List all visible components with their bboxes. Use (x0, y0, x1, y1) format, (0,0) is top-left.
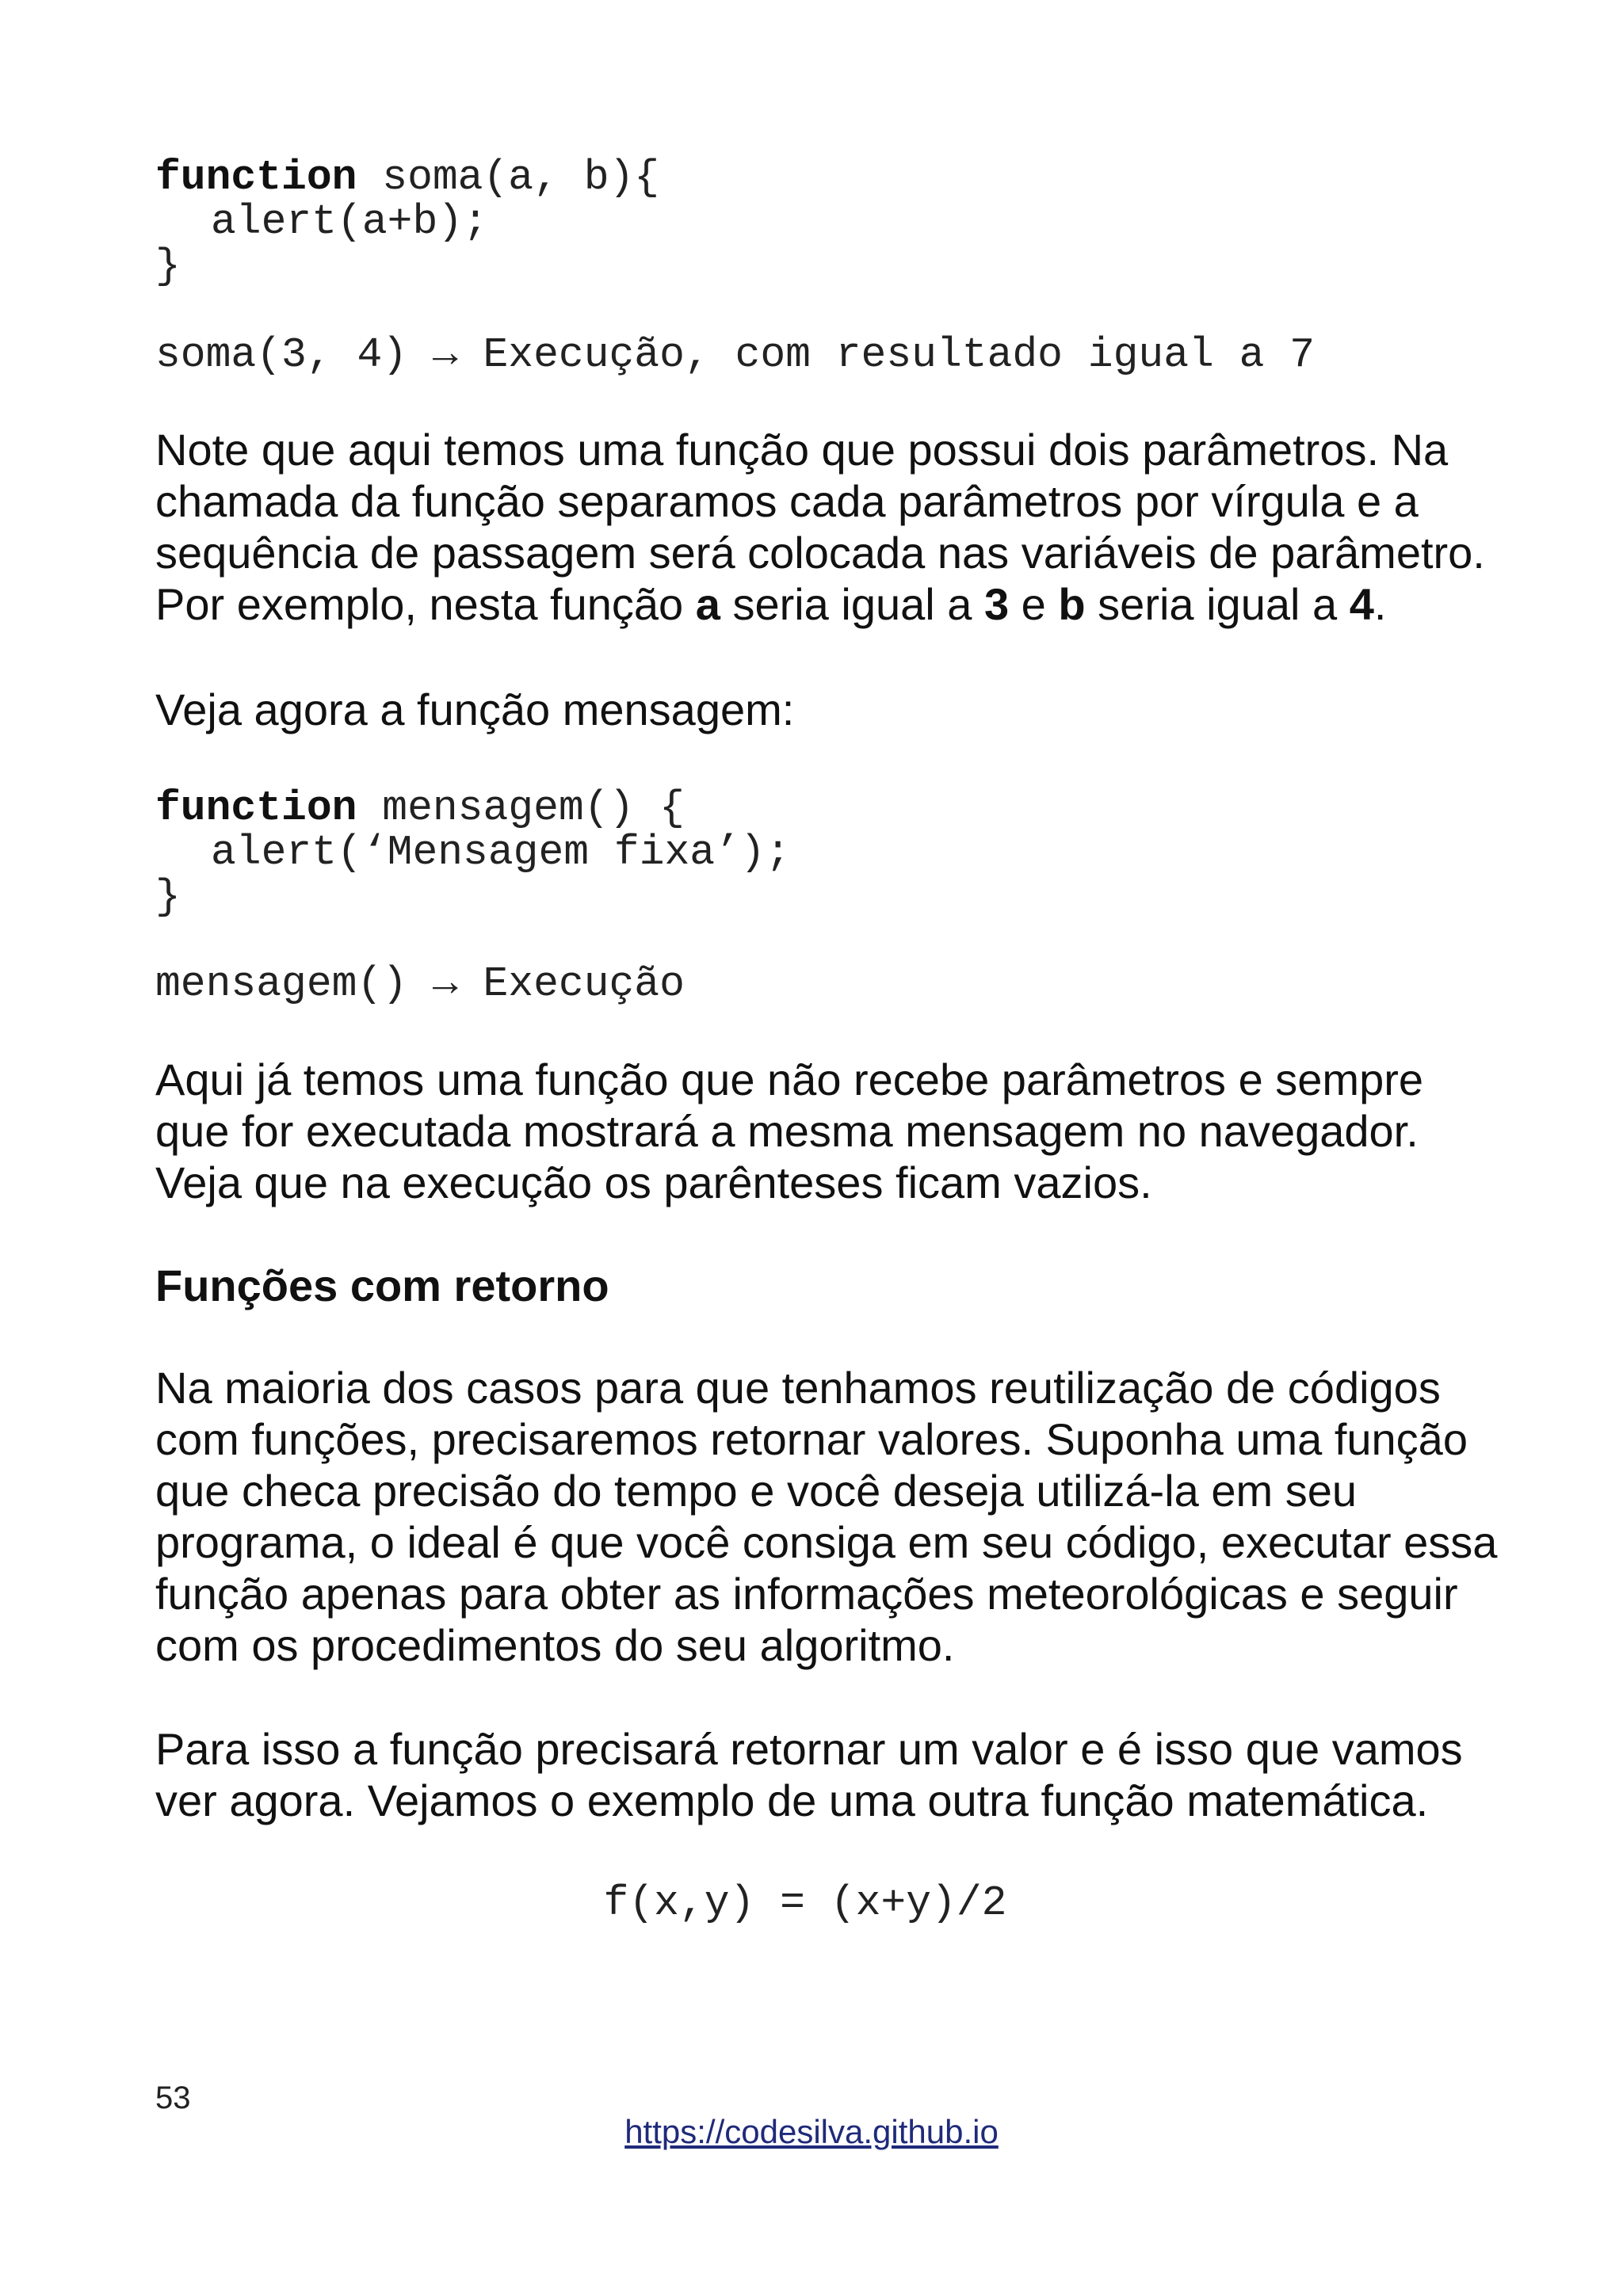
paragraph-line (155, 579, 1386, 629)
bold-param-a: a (695, 579, 720, 629)
paragraph-line: ver agora. Vejamos o exemplo de uma outra função matemática. (155, 1775, 1429, 1825)
paragraph-line: função apenas para obter as informações meteorológicas e seguir (155, 1569, 1458, 1619)
code-line (155, 786, 791, 830)
paragraph-line: com os procedimentos do seu algoritmo. (155, 1620, 955, 1670)
paragraph-line: que for executada mostrará a mesma mensagem no navegador. (155, 1106, 1419, 1156)
bold-param-b: b (1058, 579, 1086, 629)
page-number: 53 (155, 2081, 191, 2115)
code-keyword: function (155, 784, 357, 832)
text-run: . (1373, 579, 1387, 629)
paragraph-no-parameters (155, 1054, 1518, 1208)
paragraph-line: Note que aqui temos uma função que possui dois parâmetros. Na (155, 425, 1449, 475)
text-run: e (1009, 579, 1059, 629)
code-line: alert(a+b); (211, 198, 488, 246)
paragraph-line: que checa precisão do tempo e você deseja utilizá-la em seu (155, 1466, 1357, 1516)
paragraph-line: chamada da função separamos cada parâmetros por vírgula e a (155, 476, 1419, 526)
code-line: } (155, 873, 181, 921)
paragraph-line: Na maioria dos casos para que tenhamos reutilização de códigos (155, 1363, 1441, 1413)
paragraph-math-example (155, 1723, 1518, 1826)
code-text: mensagem() { (357, 784, 685, 832)
example-call-soma: soma(3, 4) → Execução, com resultado igual a 7 (155, 331, 1316, 379)
paragraph-see-function: Veja agora a função mensagem: (155, 685, 795, 734)
code-line (155, 155, 659, 200)
text-run: seria igual a (1085, 579, 1350, 629)
paragraph-parameters (155, 424, 1518, 630)
code-text: soma(a, b){ (357, 154, 660, 201)
text-run: seria igual a (720, 579, 984, 629)
paragraph-line: Para isso a função precisará retornar um valor e é isso que vamos (155, 1724, 1463, 1774)
paragraph-line: Aqui já temos uma função que não recebe parâmetros e sempre (155, 1055, 1424, 1104)
bold-value-4: 4 (1349, 579, 1374, 629)
footer-url-link[interactable]: https://codesilva.github.io (624, 2113, 999, 2150)
code-block-mensagem (155, 786, 791, 919)
paragraph-line: programa, o ideal é que você consiga em seu código, executar essa (155, 1517, 1498, 1567)
paragraph-line: com funções, precisaremos retornar valores. Suponha uma função (155, 1414, 1468, 1464)
section-heading: Funções com retorno (155, 1261, 609, 1310)
paragraph-return-values (155, 1362, 1518, 1671)
paragraph-line: Veja que na execução os parênteses ficam vazios. (155, 1158, 1152, 1207)
code-block-soma (155, 155, 659, 288)
bold-value-3: 3 (983, 579, 1010, 629)
paragraph-line: sequência de passagem será colocada nas variáveis de parâmetro. (155, 528, 1485, 578)
footer (0, 2112, 1623, 2152)
code-line: } (155, 242, 181, 290)
math-formula: f(x,y) = (x+y)/2 (603, 1879, 1007, 1927)
text-run: Por exemplo, nesta função (155, 579, 696, 629)
code-line: alert(‘Mensagem fixa’); (211, 829, 791, 876)
example-call-mensagem: mensagem() → Execução (155, 960, 685, 1008)
code-keyword: function (155, 154, 357, 201)
